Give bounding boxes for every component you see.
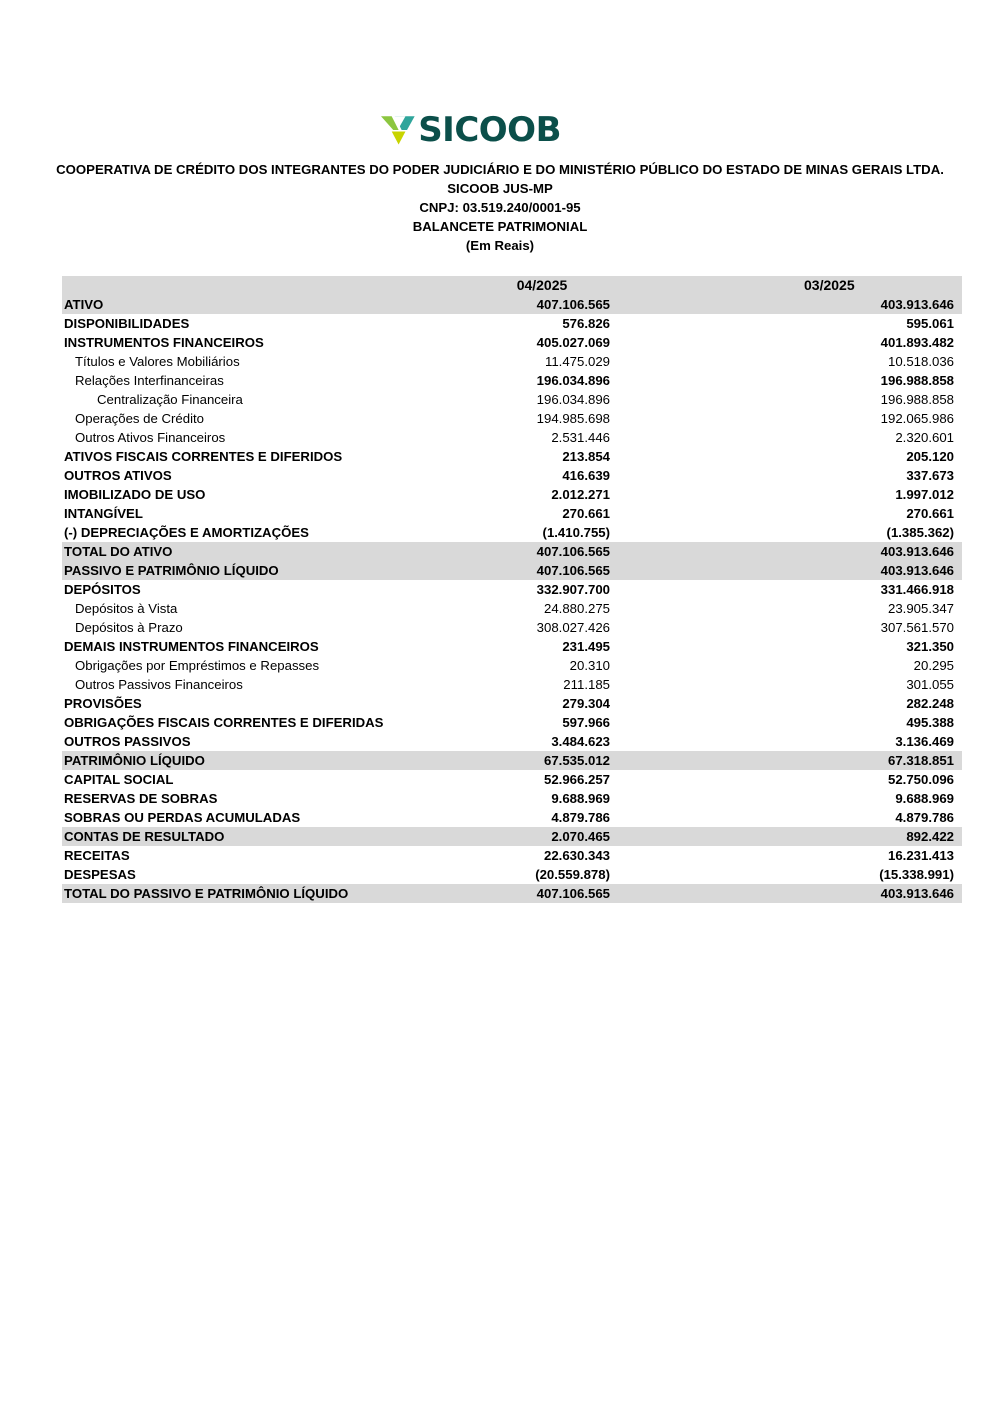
value-03-2025: 495.388	[906, 715, 954, 730]
value-03-2025: 1.997.012	[895, 487, 954, 502]
column-header-04-2025: 04/2025	[460, 276, 774, 295]
value-04-2025: 407.106.565	[460, 884, 774, 903]
row-label: INSTRUMENTOS FINANCEIROS	[64, 335, 264, 350]
row-label: ATIVOS FISCAIS CORRENTES E DIFERIDOS	[64, 449, 343, 464]
table-row	[62, 580, 962, 599]
row-label: Outros Ativos Financeiros	[75, 430, 226, 445]
row-label: RESERVAS DE SOBRAS	[64, 791, 218, 806]
value-04-2025: 211.185	[563, 677, 610, 692]
value-04-2025: 213.854	[562, 449, 610, 464]
row-label: SOBRAS OU PERDAS ACUMULADAS	[64, 810, 301, 825]
table-row	[62, 542, 962, 561]
value-03-2025: 9.688.969	[895, 791, 954, 806]
value-03-2025: 270.661	[906, 506, 954, 521]
value-03-2025: 16.231.413	[887, 848, 954, 863]
value-04-2025: 332.907.700	[536, 582, 610, 597]
row-label: Depósitos à Prazo	[75, 620, 183, 635]
table-row	[62, 846, 962, 865]
value-04-2025: 270.661	[562, 506, 610, 521]
value-03-2025: 52.750.096	[887, 772, 954, 787]
value-03-2025: 892.422	[774, 827, 962, 846]
row-label: PASSIVO E PATRIMÔNIO LÍQUIDO	[62, 561, 460, 580]
row-label: OUTROS PASSIVOS	[64, 734, 191, 749]
short-name: SICOOB JUS-MP	[447, 181, 553, 196]
value-03-2025: 307.561.570	[880, 620, 954, 635]
row-label: TOTAL DO ATIVO	[62, 542, 460, 561]
table-row	[62, 485, 962, 504]
sicoob-logo-icon	[381, 110, 416, 150]
table-row	[62, 523, 962, 542]
value-03-2025: 331.466.918	[880, 582, 954, 597]
value-04-2025: 52.966.257	[543, 772, 610, 787]
value-04-2025: 407.106.565	[460, 561, 774, 580]
table-row	[62, 675, 962, 694]
table-row	[62, 751, 962, 770]
value-03-2025: 595.061	[906, 316, 954, 331]
row-label: Operações de Crédito	[75, 411, 205, 426]
document-title: BALANCETE PATRIMONIAL	[412, 219, 588, 234]
organization-name: COOPERATIVA DE CRÉDITO DOS INTEGRANTES DO PODER JUDICIÁRIO E DO MINISTÉRIO PÚBLICO DO ESTADO DE MINAS GERAIS LTDA.	[56, 162, 944, 177]
table-row	[62, 466, 962, 485]
table-row	[62, 808, 962, 827]
table-row	[62, 789, 962, 808]
value-03-2025: (1.385.362)	[886, 525, 954, 540]
logo-text: SICOOB	[418, 110, 561, 150]
table-row	[62, 599, 962, 618]
row-label: CONTAS DE RESULTADO	[62, 827, 460, 846]
value-03-2025: 205.120	[906, 449, 954, 464]
table-row	[62, 770, 962, 789]
table-row	[62, 884, 962, 903]
value-03-2025: 301.055	[906, 677, 954, 692]
value-03-2025: 337.673	[906, 468, 954, 483]
value-03-2025: 2.320.601	[895, 430, 954, 445]
value-04-2025: 196.034.896	[536, 392, 610, 407]
value-04-2025: 308.027.426	[536, 620, 610, 635]
row-label: PROVISÕES	[64, 696, 142, 711]
value-04-2025: 194.985.698	[536, 411, 610, 426]
cnpj: CNPJ: 03.519.240/0001-95	[419, 200, 581, 215]
document-header	[0, 160, 1000, 255]
value-04-2025: 24.880.275	[543, 601, 610, 616]
table-row	[62, 732, 962, 751]
value-04-2025: 405.027.069	[536, 335, 610, 350]
value-03-2025: 282.248	[906, 696, 954, 711]
value-03-2025: 401.893.482	[880, 335, 954, 350]
row-label: OBRIGAÇÕES FISCAIS CORRENTES E DIFERIDAS	[64, 715, 384, 730]
table-row	[62, 314, 962, 333]
table-row	[62, 447, 962, 466]
row-label: IMOBILIZADO DE USO	[64, 487, 206, 502]
value-04-2025: 407.106.565	[460, 295, 774, 314]
value-04-2025: 407.106.565	[460, 542, 774, 561]
table-row	[62, 656, 962, 675]
value-04-2025: 2.531.446	[551, 430, 610, 445]
value-03-2025: (15.338.991)	[879, 867, 954, 882]
table-row	[62, 618, 962, 637]
row-label: OUTROS ATIVOS	[64, 468, 172, 483]
table-row	[62, 333, 962, 352]
value-03-2025: 403.913.646	[774, 542, 962, 561]
table-row	[62, 504, 962, 523]
value-03-2025: 4.879.786	[895, 810, 954, 825]
value-04-2025: 67.535.012	[460, 751, 774, 770]
value-03-2025: 23.905.347	[887, 601, 954, 616]
value-03-2025: 403.913.646	[774, 295, 962, 314]
value-03-2025: 20.295	[913, 658, 954, 673]
value-03-2025: 196.988.858	[880, 373, 954, 388]
table-row	[62, 713, 962, 732]
balance-sheet-table	[62, 276, 962, 903]
value-04-2025: 20.310	[569, 658, 610, 673]
row-label: Outros Passivos Financeiros	[75, 677, 243, 692]
value-04-2025: 279.304	[562, 696, 610, 711]
value-03-2025: 403.913.646	[774, 884, 962, 903]
value-03-2025: 3.136.469	[895, 734, 954, 749]
row-label: (-) DEPRECIAÇÕES E AMORTIZAÇÕES	[64, 525, 309, 540]
value-04-2025: 2.070.465	[460, 827, 774, 846]
value-04-2025: 196.034.896	[536, 373, 610, 388]
table-row	[62, 694, 962, 713]
value-03-2025: 10.518.036	[887, 354, 954, 369]
value-03-2025: 403.913.646	[774, 561, 962, 580]
value-03-2025: 196.988.858	[880, 392, 954, 407]
column-header-03-2025: 03/2025	[774, 276, 962, 295]
header-label-cell	[62, 276, 460, 295]
value-04-2025: 9.688.969	[551, 791, 610, 806]
table-row	[62, 561, 962, 580]
value-04-2025: (20.559.878)	[535, 867, 610, 882]
table-row	[62, 295, 962, 314]
table-header-row	[62, 276, 962, 295]
sicoob-logo	[381, 110, 561, 150]
table-row	[62, 390, 962, 409]
value-04-2025: 11.475.029	[544, 354, 610, 369]
value-04-2025: 22.630.343	[543, 848, 610, 863]
row-label: DISPONIBILIDADES	[64, 316, 190, 331]
table-row	[62, 428, 962, 447]
row-label: DEPÓSITOS	[64, 582, 141, 597]
value-04-2025: 3.484.623	[551, 734, 610, 749]
row-label: CAPITAL SOCIAL	[64, 772, 174, 787]
table-row	[62, 865, 962, 884]
row-label: Relações Interfinanceiras	[75, 373, 224, 388]
value-03-2025: 321.350	[906, 639, 954, 654]
table-row	[62, 352, 962, 371]
row-label: Centralização Financeira	[97, 392, 243, 407]
value-04-2025: 416.639	[562, 468, 610, 483]
table-row	[62, 637, 962, 656]
row-label: TOTAL DO PASSIVO E PATRIMÔNIO LÍQUIDO	[62, 884, 460, 903]
value-04-2025: 576.826	[562, 316, 610, 331]
value-04-2025: 2.012.271	[551, 487, 610, 502]
row-label: DEMAIS INSTRUMENTOS FINANCEIROS	[64, 639, 319, 654]
value-04-2025: (1.410.755)	[542, 525, 610, 540]
value-03-2025: 67.318.851	[774, 751, 962, 770]
value-04-2025: 597.966	[562, 715, 610, 730]
row-label: INTANGÍVEL	[64, 506, 143, 521]
table-row	[62, 371, 962, 390]
value-03-2025: 192.065.986	[880, 411, 954, 426]
row-label: PATRIMÔNIO LÍQUIDO	[62, 751, 460, 770]
row-label: DESPESAS	[64, 867, 136, 882]
currency-unit: (Em Reais)	[465, 238, 535, 253]
row-label: Depósitos à Vista	[75, 601, 178, 616]
row-label: RECEITAS	[64, 848, 130, 863]
table-row	[62, 827, 962, 846]
value-04-2025: 4.879.786	[551, 810, 610, 825]
row-label: Obrigações por Empréstimos e Repasses	[75, 658, 320, 673]
value-04-2025: 231.495	[562, 639, 610, 654]
table-row	[62, 409, 962, 428]
row-label: ATIVO	[62, 295, 460, 314]
row-label: Títulos e Valores Mobiliários	[75, 354, 240, 369]
